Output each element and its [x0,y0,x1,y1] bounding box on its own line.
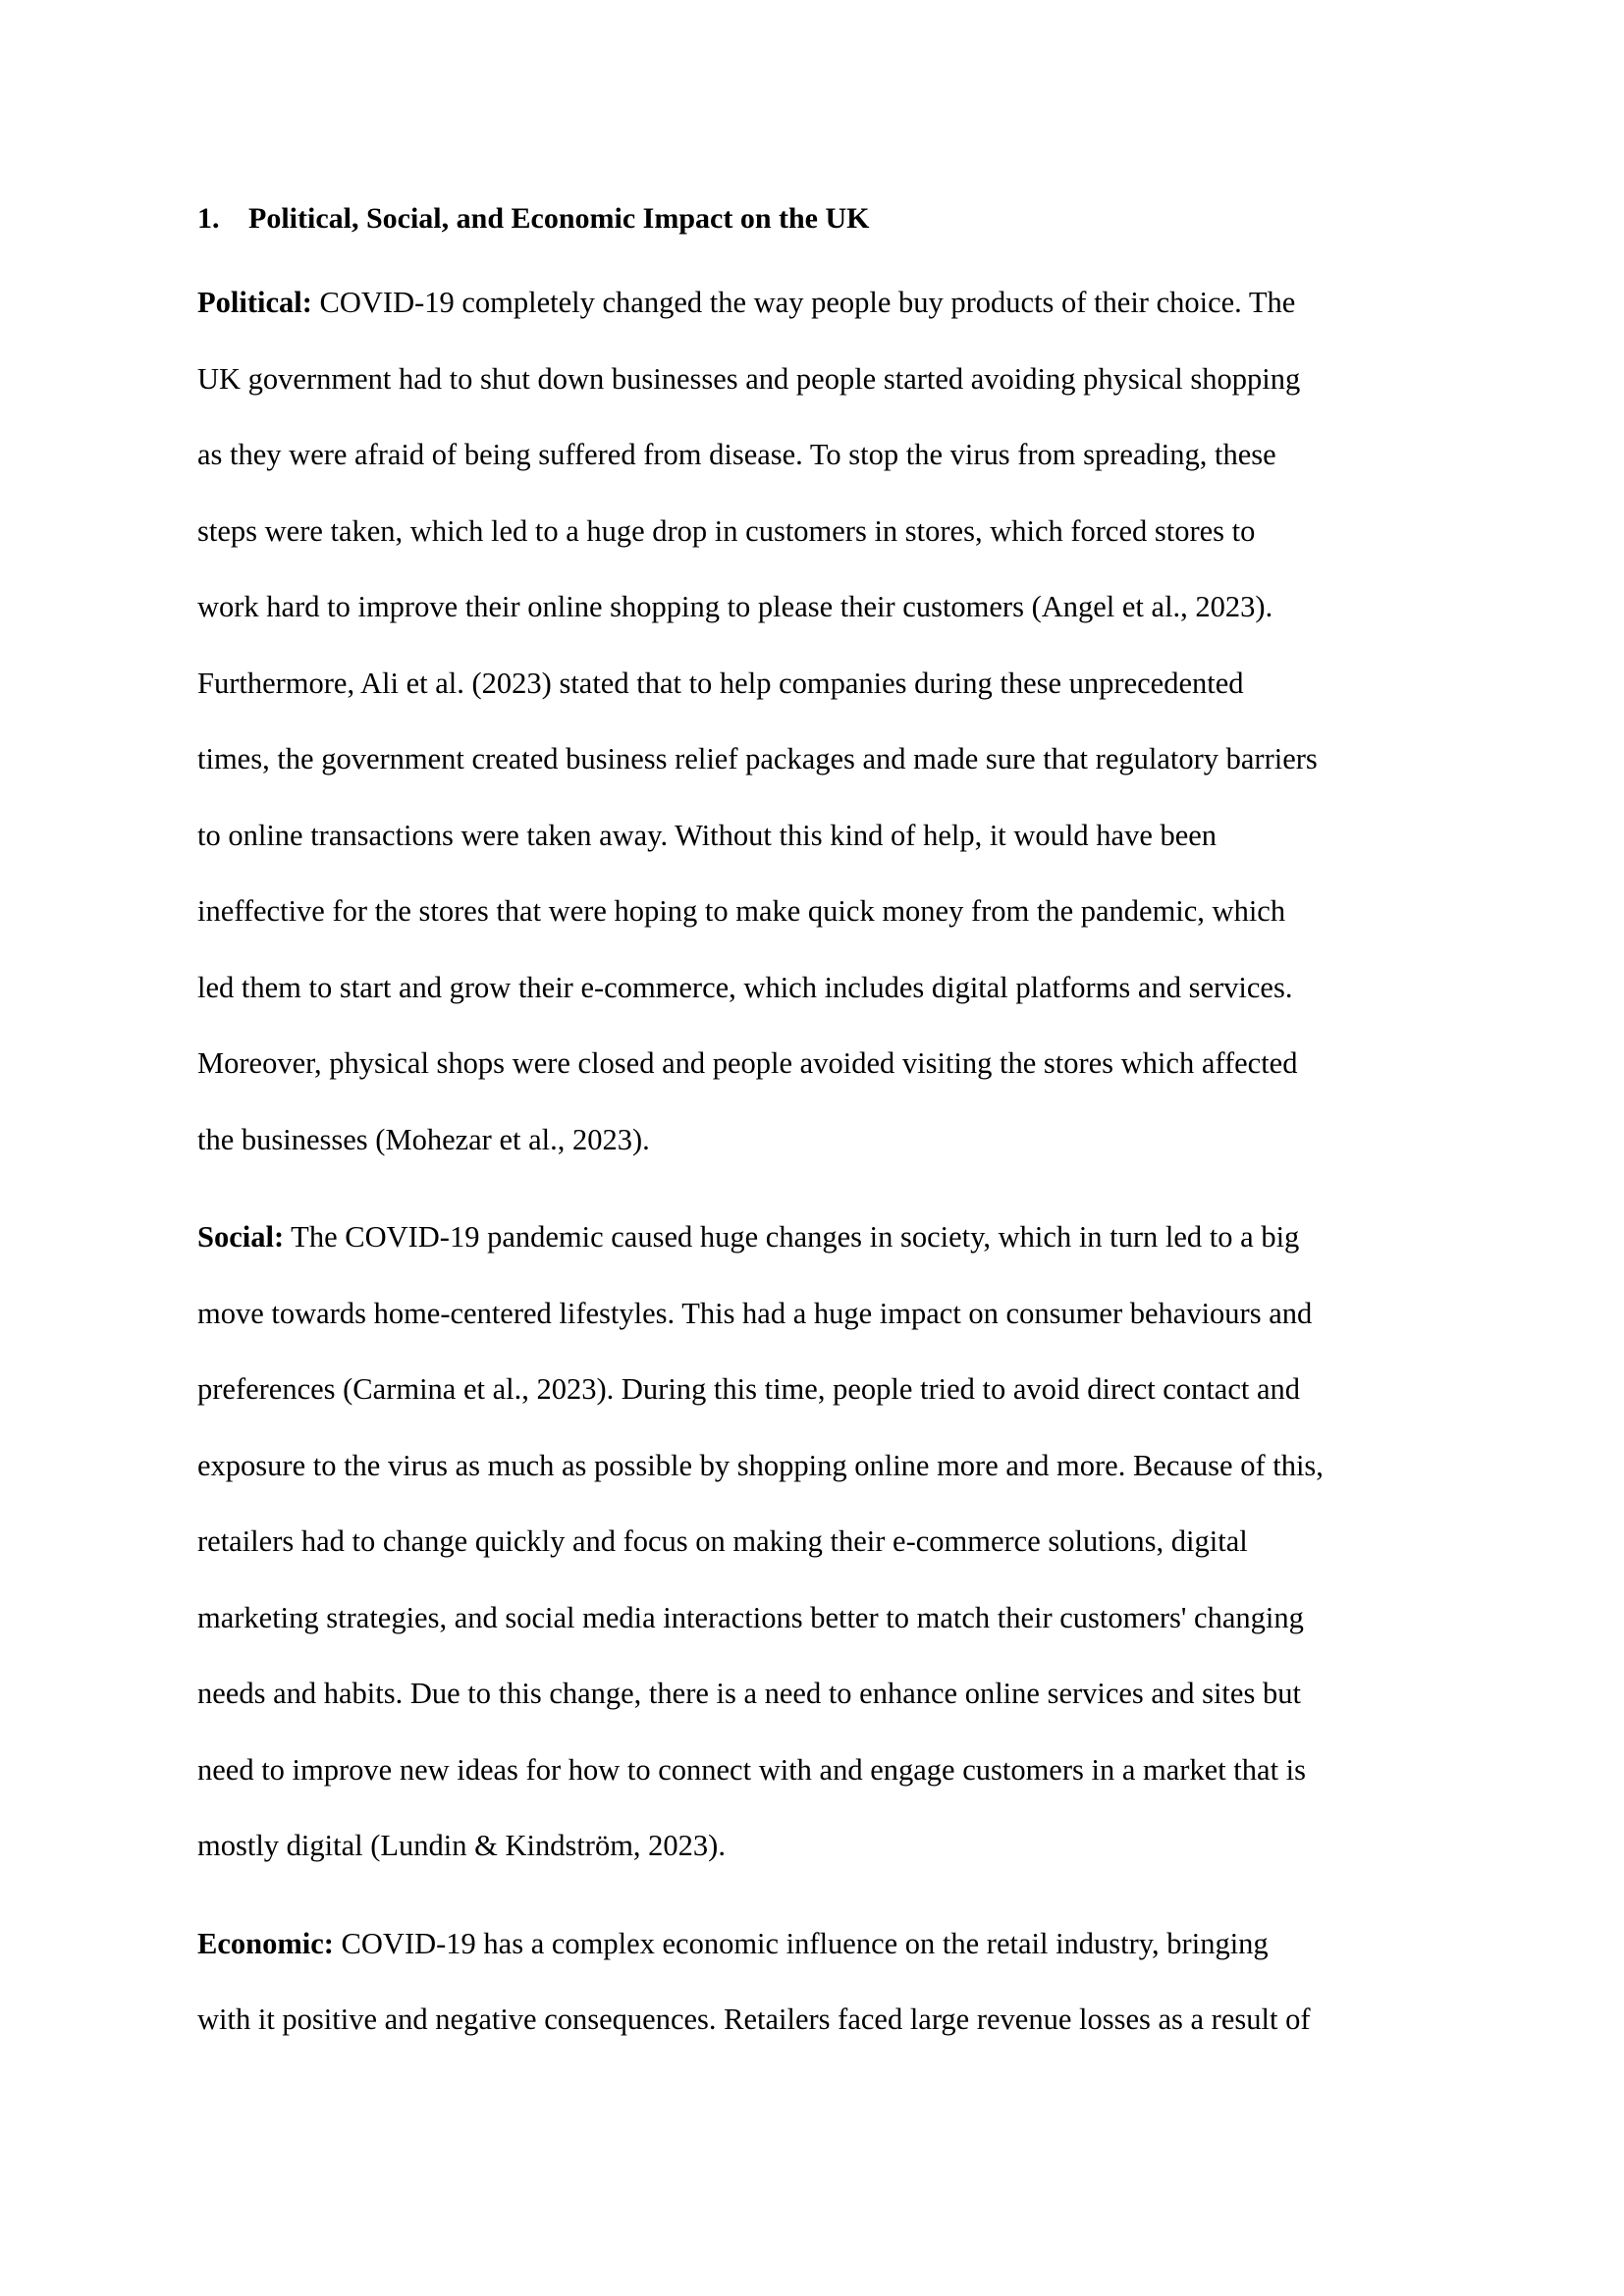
paragraph-line: led them to start and grow their e-commerce, which includes digital platforms and services. [197,970,1293,1004]
paragraph-line: retailers had to change quickly and focus on making their e-commerce solutions, digital [197,1524,1248,1558]
paragraph-label: Economic: [197,1926,334,1960]
paragraph-economic [197,1906,1442,2058]
paragraph-social [197,1200,1442,1885]
paragraph-label: Social: [197,1220,285,1254]
paragraph-line: mostly digital (Lundin & Kindström, 2023). [197,1829,726,1862]
section-title: Political, Social, and Economic Impact on the UK [248,202,870,235]
paragraph-line: UK government had to shut down businesses and people started avoiding physical shopping [197,361,1301,396]
paragraph-line: work hard to improve their online shopping to please their customers (Angel et al., 2023). [197,590,1273,623]
paragraph-line: exposure to the virus as much as possible by shopping online more and more. Because of this, [197,1448,1324,1482]
paragraph-line [197,265,1442,342]
paragraph-line: to online transactions were taken away. Without this kind of help, it would have been [197,818,1218,852]
paragraph-line: times, the government created business relief packages and made sure that regulatory barriers [197,742,1318,775]
paragraph-political [197,265,1442,1178]
paragraph-line: steps were taken, which led to a huge drop in customers in stores, which forced stores to [197,513,1256,548]
paragraph-line: as they were afraid of being suffered from disease. To stop the virus from spreading, these [197,438,1276,471]
paragraph-line: needs and habits. Due to this change, there is a need to enhance online services and sites but [197,1677,1301,1710]
paragraph-line: ineffective for the stores that were hoping to make quick money from the pandemic, which [197,894,1286,928]
paragraph-line: move towards home-centered lifestyles. This had a huge impact on consumer behaviours and [197,1296,1313,1330]
line-text: COVID-19 has a complex economic influence on the retail industry, bringing [333,1926,1269,1960]
paragraph-line [197,1200,1442,1276]
paragraph-line: marketing strategies, and social media interactions better to match their customers' changing [197,1600,1304,1634]
section-number: 1. [197,202,220,235]
paragraph-line: preferences (Carmina et al., 2023). During this time, people tried to avoid direct contact and [197,1372,1301,1406]
paragraph-line [197,1906,1442,1983]
section-heading [197,192,1442,245]
paragraph-label: Political: [197,286,312,319]
document-body [197,192,1442,2080]
line-text: COVID-19 completely changed the way people buy products of their choice. The [311,286,1296,319]
paragraph-line: Furthermore, Ali et al. (2023) stated that to help companies during these unprecedented [197,666,1244,700]
paragraph-line: with it positive and negative consequences. Retailers faced large revenue losses as a result of [197,2002,1311,2036]
paragraph-line: the businesses (Mohezar et al., 2023). [197,1122,650,1156]
line-text: The COVID-19 pandemic caused huge changes in society, which in turn led to a big [284,1220,1300,1254]
paragraph-line: need to improve new ideas for how to connect with and engage customers in a market that is [197,1752,1307,1787]
paragraph-line: Moreover, physical shops were closed and people avoided visiting the stores which affected [197,1046,1298,1080]
